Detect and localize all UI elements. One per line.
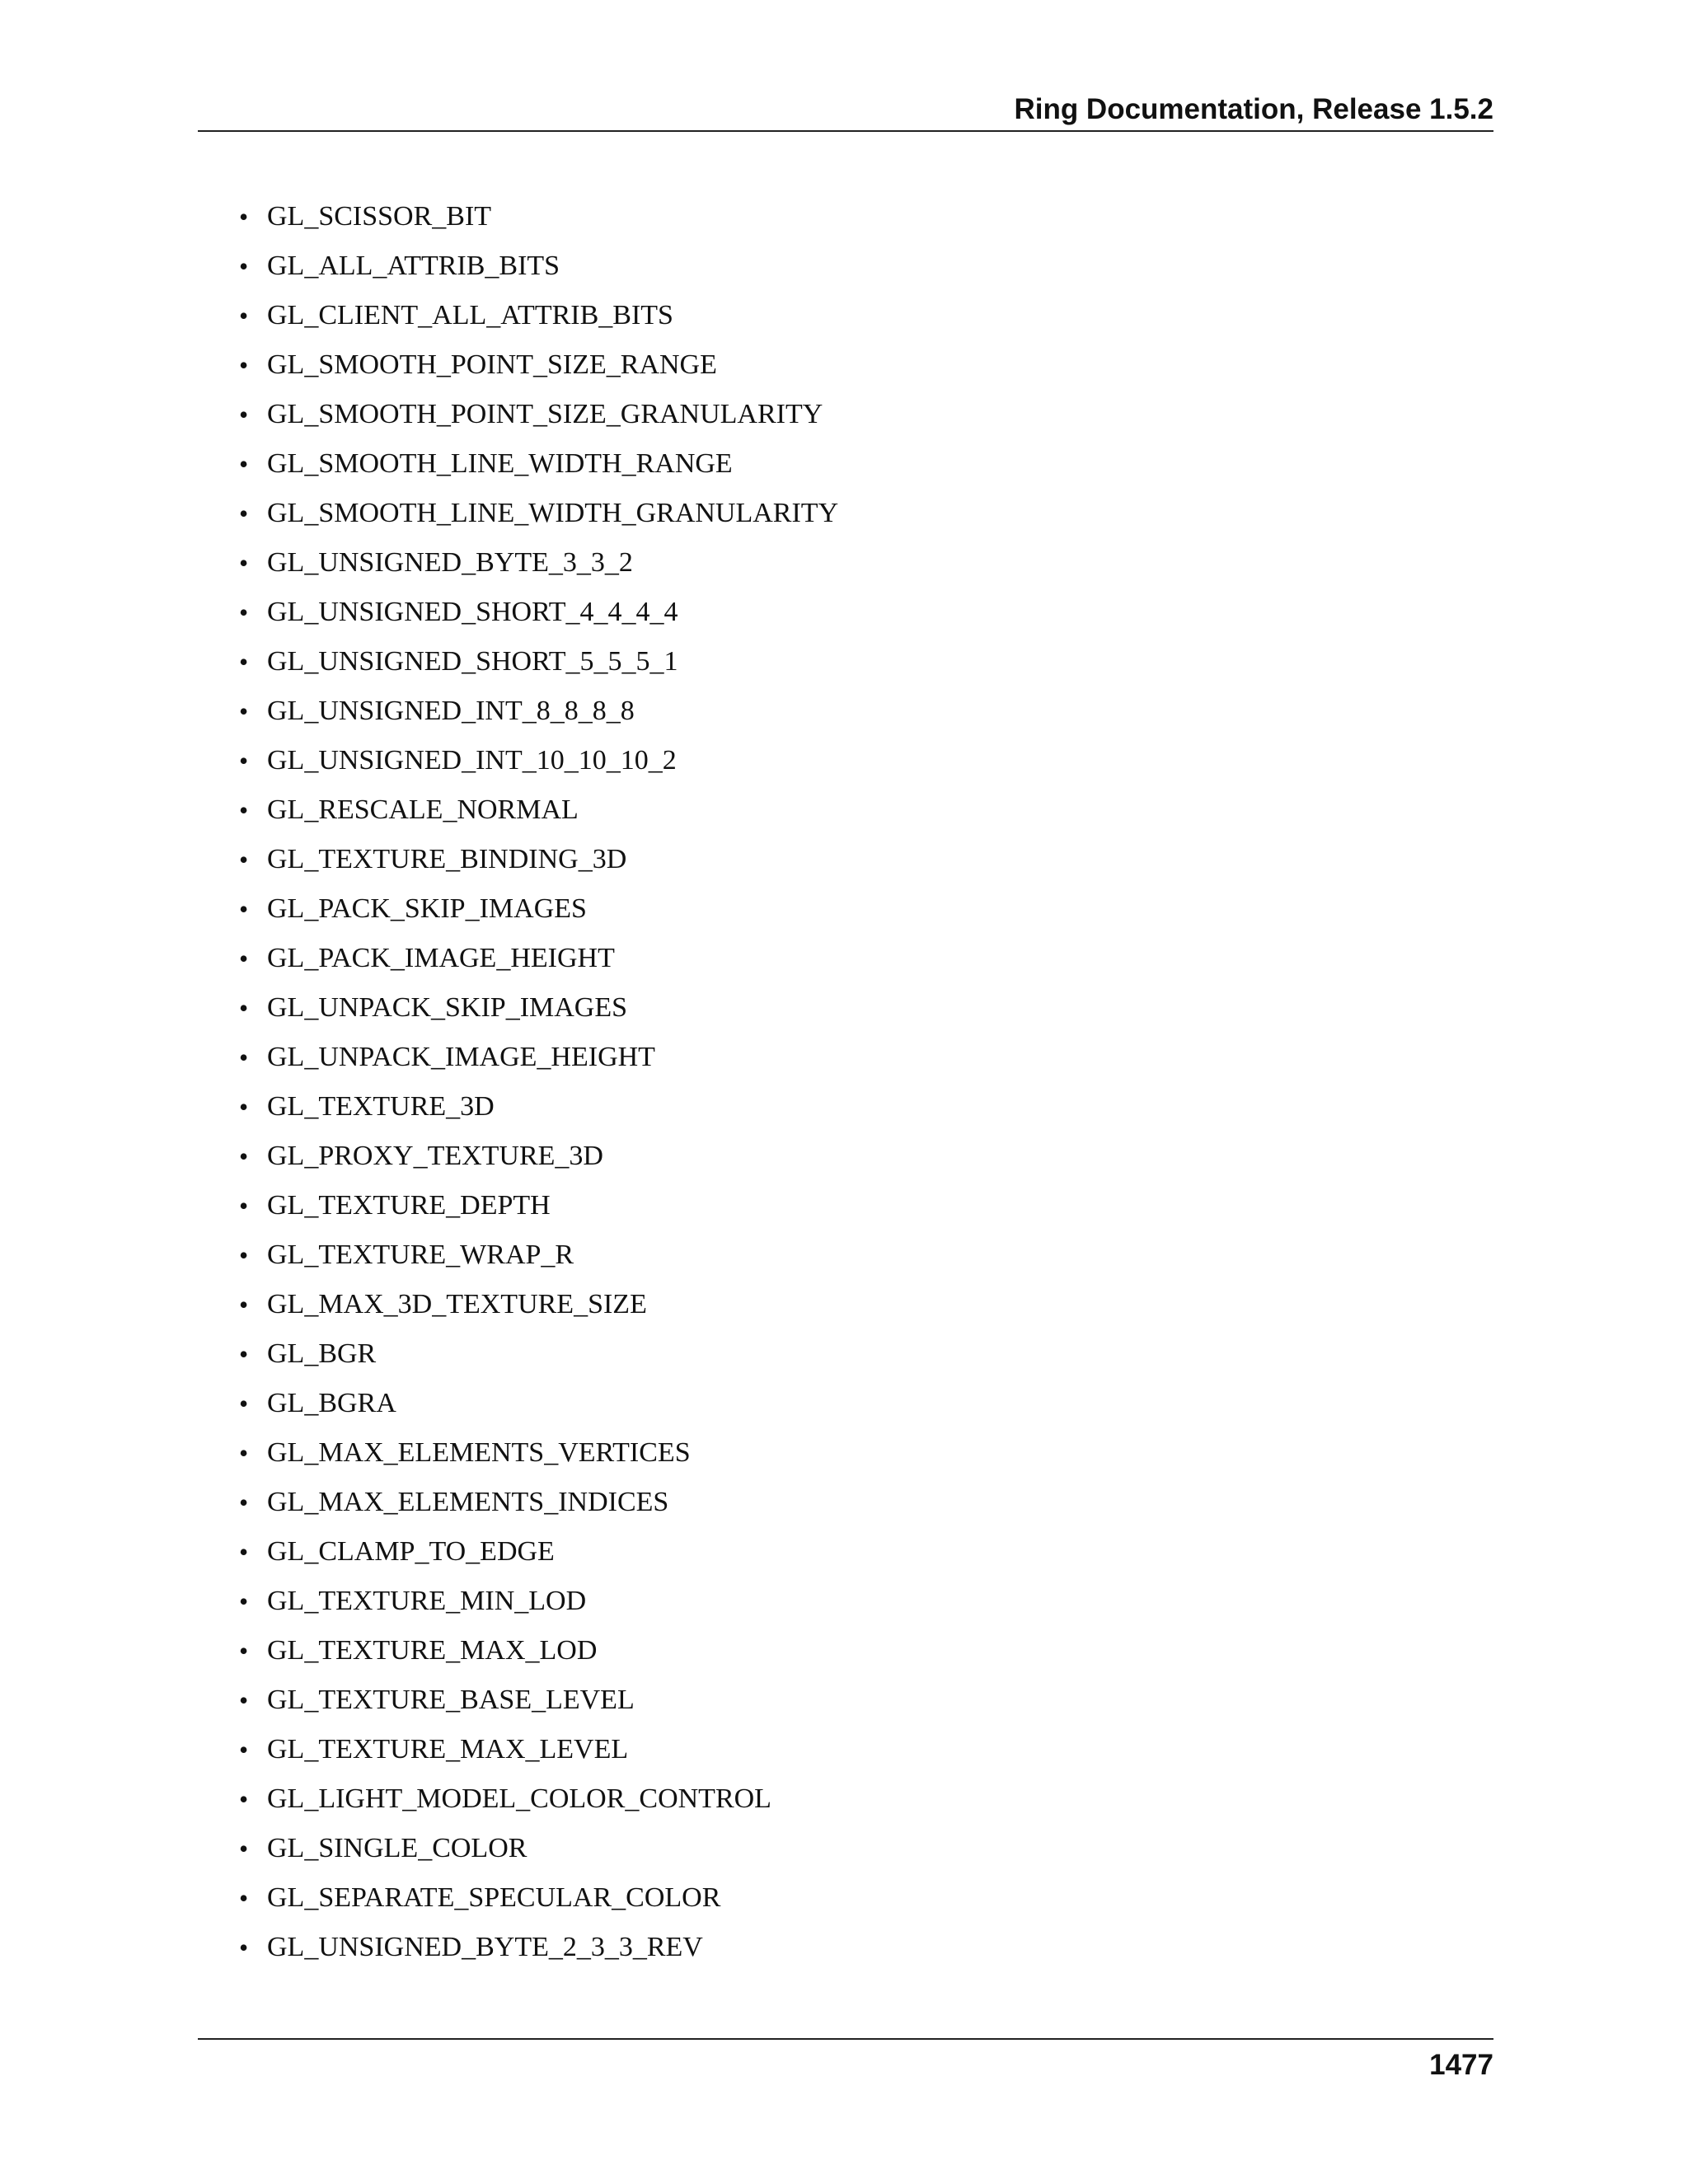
constant-item: • GL_UNSIGNED_INT_10_10_10_2 bbox=[239, 736, 838, 785]
constant-item: • GL_UNSIGNED_INT_8_8_8_8 bbox=[239, 687, 838, 736]
constant-item: • GL_BGRA bbox=[239, 1379, 838, 1428]
constant-item: • GL_UNSIGNED_SHORT_4_4_4_4 bbox=[239, 588, 838, 637]
constant-item: • GL_SMOOTH_LINE_WIDTH_RANGE bbox=[239, 439, 838, 489]
document-title: Ring Documentation, Release 1.5.2 bbox=[1014, 93, 1493, 125]
constant-item: • GL_UNSIGNED_SHORT_5_5_5_1 bbox=[239, 637, 838, 687]
constant-item: • GL_LIGHT_MODEL_COLOR_CONTROL bbox=[239, 1774, 838, 1824]
constant-item: • GL_CLIENT_ALL_ATTRIB_BITS bbox=[239, 291, 838, 340]
constant-item: • GL_CLAMP_TO_EDGE bbox=[239, 1527, 838, 1577]
constant-item: • GL_TEXTURE_WRAP_R bbox=[239, 1230, 838, 1280]
constant-item: • GL_TEXTURE_MIN_LOD bbox=[239, 1577, 838, 1626]
constant-item: • GL_PACK_IMAGE_HEIGHT bbox=[239, 934, 838, 983]
constant-item: • GL_MAX_3D_TEXTURE_SIZE bbox=[239, 1280, 838, 1329]
page-footer bbox=[198, 2038, 1493, 2088]
constant-item: • GL_PROXY_TEXTURE_3D bbox=[239, 1132, 838, 1181]
constant-item: • GL_UNPACK_IMAGE_HEIGHT bbox=[239, 1033, 838, 1082]
page-header bbox=[198, 89, 1493, 132]
constant-item: • GL_UNSIGNED_BYTE_2_3_3_REV bbox=[239, 1923, 838, 1972]
constant-item: • GL_UNSIGNED_BYTE_3_3_2 bbox=[239, 538, 838, 588]
constant-list bbox=[239, 192, 838, 1972]
constant-item: • GL_SMOOTH_POINT_SIZE_RANGE bbox=[239, 340, 838, 390]
constant-item: • GL_MAX_ELEMENTS_INDICES bbox=[239, 1478, 838, 1527]
constant-item: • GL_MAX_ELEMENTS_VERTICES bbox=[239, 1428, 838, 1478]
constant-item: • GL_TEXTURE_MAX_LEVEL bbox=[239, 1725, 838, 1774]
constant-item: • GL_TEXTURE_MAX_LOD bbox=[239, 1626, 838, 1675]
constant-item: • GL_TEXTURE_BASE_LEVEL bbox=[239, 1675, 838, 1725]
constant-item: • GL_UNPACK_SKIP_IMAGES bbox=[239, 983, 838, 1033]
constant-item: • GL_SINGLE_COLOR bbox=[239, 1824, 838, 1873]
constant-item: • GL_BGR bbox=[239, 1329, 838, 1379]
constant-item: • GL_SMOOTH_POINT_SIZE_GRANULARITY bbox=[239, 390, 838, 439]
constant-item: • GL_TEXTURE_3D bbox=[239, 1082, 838, 1132]
page-number: 1477 bbox=[1429, 2049, 1493, 2081]
constant-item: • GL_RESCALE_NORMAL bbox=[239, 785, 838, 835]
constant-item: • GL_TEXTURE_BINDING_3D bbox=[239, 835, 838, 884]
constant-item: • GL_TEXTURE_DEPTH bbox=[239, 1181, 838, 1230]
constant-item: • GL_ALL_ATTRIB_BITS bbox=[239, 241, 838, 291]
constant-item: • GL_PACK_SKIP_IMAGES bbox=[239, 884, 838, 934]
constant-item: • GL_SCISSOR_BIT bbox=[239, 192, 838, 241]
constant-item: • GL_SMOOTH_LINE_WIDTH_GRANULARITY bbox=[239, 489, 838, 538]
constant-item: • GL_SEPARATE_SPECULAR_COLOR bbox=[239, 1873, 838, 1923]
